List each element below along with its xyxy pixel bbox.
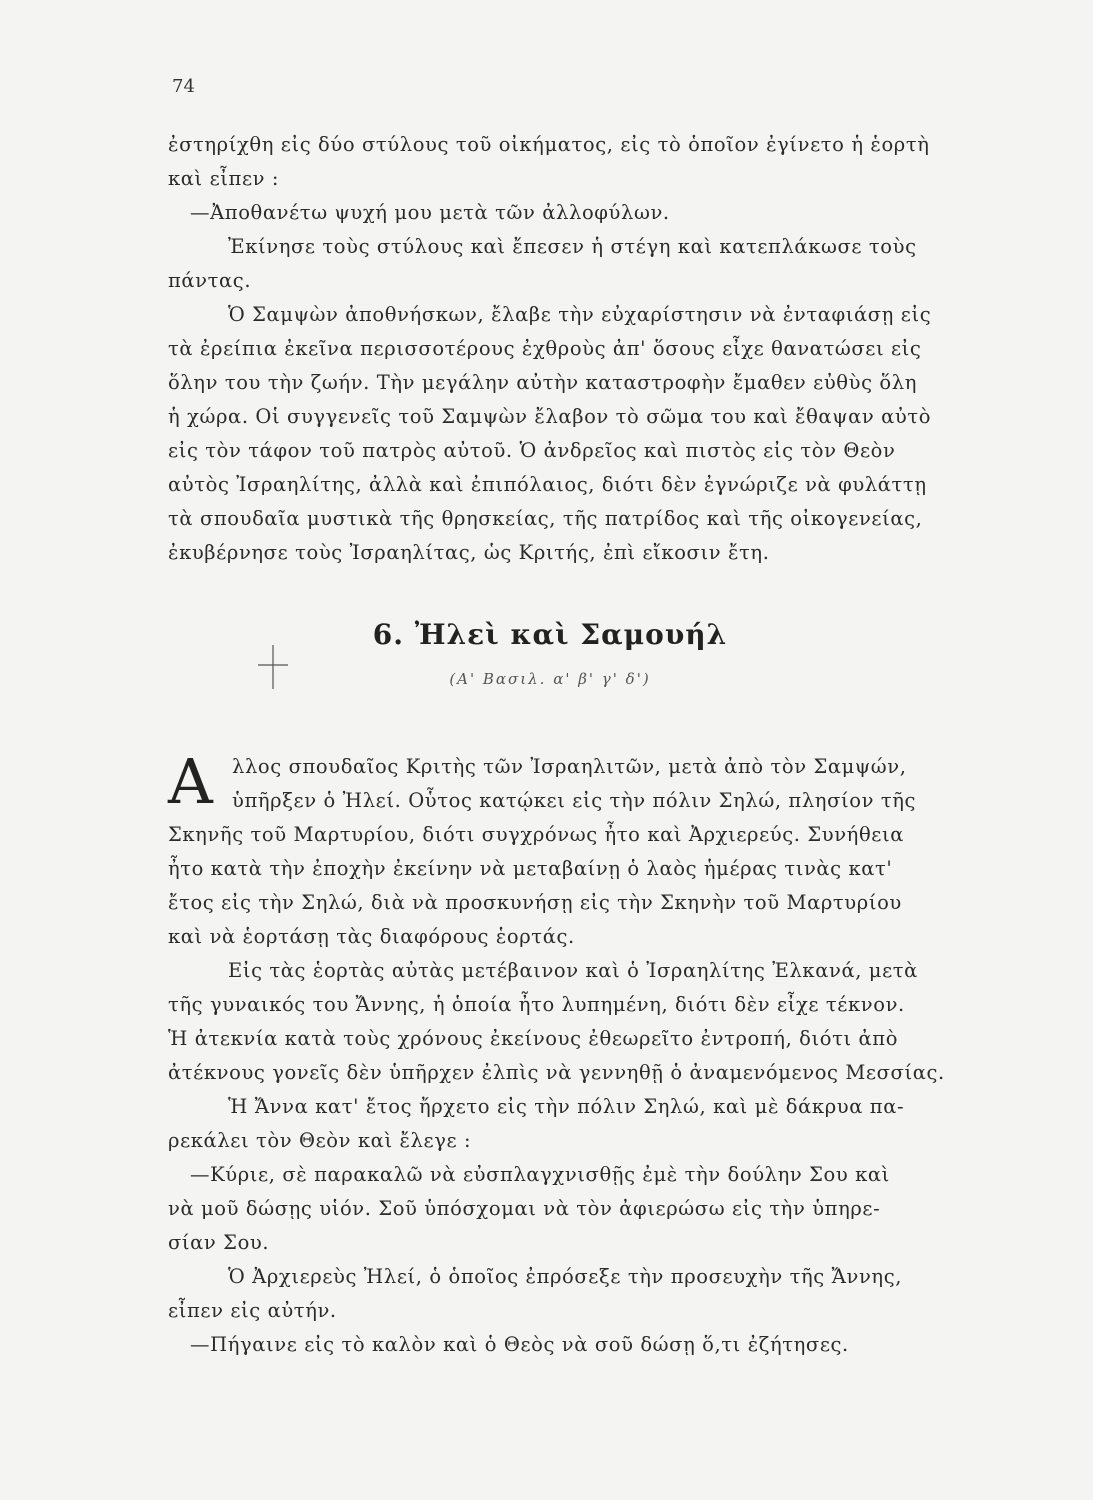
text-line: ρεκάλει τὸν Θεὸν καὶ ἔλεγε : (168, 1129, 472, 1152)
text-line: Ὁ Σαμψὼν ἀποθνήσκων, ἔλαβε τὴν εὐχαρίστησιν νὰ ἐνταφιάσῃ εἰς (228, 303, 932, 326)
text-line: Ἐκίνησε τοὺς στύλους καὶ ἔπεσεν ἡ στέγη καὶ κατεπλάκωσε τοὺς (228, 235, 917, 258)
text-line: ὅλην του τὴν ζωήν. Τὴν μεγάλην αὐτὴν καταστροφὴν ἔμαθεν εὐθὺς ὅλη (168, 371, 917, 394)
text-line: Εἰς τὰς ἑορτὰς αὐτὰς μετέβαινον καὶ ὁ Ἰσραηλίτης Ἐλκανά, μετὰ (228, 959, 918, 982)
pencil-cross-mark (258, 645, 288, 689)
text-line: εἶπεν εἰς αὐτήν. (168, 1299, 337, 1322)
text-line: εἰς τὸν τάφον τοῦ πατρὸς αὐτοῦ. Ὁ ἀνδρεῖος καὶ πιστὸς εἰς τὸν Θεὸν (168, 439, 896, 462)
text-line: ἐστηρίχθη εἰς δύο στύλους τοῦ οἰκήματος, εἰς τὸ ὁποῖον ἐγίνετο ἡ ἑορτὴ (168, 133, 930, 156)
text-line: —Ἀποθανέτω ψυχή μου μετὰ τῶν ἀλλοφύλων. (190, 201, 670, 224)
text-line: πάντας. (168, 269, 252, 292)
text-line: καὶ εἶπεν : (168, 167, 280, 190)
text-line: Ἡ ἀτεκνία κατὰ τοὺς χρόνους ἐκείνους ἐθεωρεῖτο ἐντροπή, διότι ἀπὸ (168, 1027, 899, 1050)
text-line: καὶ νὰ ἑορτάσῃ τὰς διαφόρους ἑορτάς. (168, 925, 575, 948)
chapter-title: 6. Ἠλεὶ καὶ Σαμουήλ (372, 618, 728, 651)
text-line: τῆς γυναικός του Ἄννης, ἡ ὁποία ἦτο λυπημένη, διότι δὲν εἶχε τέκνον. (168, 993, 905, 1016)
text-line: αὐτὸς Ἰσραηλίτης, ἀλλὰ καὶ ἐπιπόλαιος, διότι δὲν ἐγνώριζε νὰ φυλάττῃ (168, 473, 927, 496)
text-line: —Κύριε, σὲ παρακαλῶ νὰ εὐσπλαγχνισθῇς ἐμὲ τὴν δούλην Σου καὶ (190, 1163, 890, 1186)
text-line: ἀτέκνους γονεῖς δὲν ὑπῆρχεν ἐλπὶς νὰ γεννηθῇ ὁ ἀναμενόμενος Μεσσίας. (168, 1061, 945, 1084)
text-line: Ἡ Ἄννα κατ' ἔτος ἤρχετο εἰς τὴν πόλιν Σηλώ, καὶ μὲ δάκρυα πα- (228, 1095, 905, 1118)
text-line: ἐκυβέρνησε τοὺς Ἰσραηλίτας, ὡς Κριτής, ἐπὶ εἴκοσιν ἔτη. (168, 541, 770, 564)
text-line: ἦτο κατὰ τὴν ἐποχὴν ἐκείνην νὰ μεταβαίνῃ ὁ λαὸς ἡμέρας τινὰς κατ' (168, 857, 893, 880)
text-line: Ὁ Ἀρχιερεὺς Ἠλεί, ὁ ὁποῖος ἐπρόσεξε τὴν προσευχὴν τῆς Ἄννης, (228, 1265, 903, 1288)
text-line: —Πήγαινε εἰς τὸ καλὸν καὶ ὁ Θεὸς νὰ σοῦ δώσῃ ὅ,τι ἐζήτησες. (190, 1333, 849, 1356)
top-text-block (168, 128, 970, 570)
text-line: νὰ μοῦ δώσῃς υἱόν. Σοῦ ὑπόσχομαι νὰ τὸν ἀφιερώσω εἰς τὴν ὑπηρε- (168, 1197, 881, 1220)
text-line: σίαν Σου. (168, 1231, 270, 1254)
text-line: λλος σπουδαῖος Κριτὴς τῶν Ἰσραηλιτῶν, μετὰ ἀπὸ τὸν Σαμψών, (232, 755, 907, 778)
text-line: τὰ ἐρείπια ἐκεῖνα περισσοτέρους ἐχθροὺς ἀπ' ὅσους εἶχε θανατώσει εἰς (168, 337, 922, 360)
text-line: Σκηνῆς τοῦ Μαρτυρίου, διότι συγχρόνως ἦτο καὶ Ἀρχιερεύς. Συνήθεια (168, 823, 905, 846)
text-line: ὑπῆρξεν ὁ Ἠλεί. Οὗτος κατῴκει εἰς τὴν πόλιν Σηλώ, πλησίον τῆς (232, 789, 917, 812)
page-number: 74 (172, 76, 195, 97)
chapter-reference: (Α' Βασιλ. α' β' γ' δ') (449, 670, 651, 688)
text-line: ἔτος εἰς τὴν Σηλώ, διὰ νὰ προσκυνήσῃ εἰς τὴν Σκηνὴν τοῦ Μαρτυρίου (168, 891, 902, 914)
drop-cap: Α (168, 745, 213, 818)
text-line: τὰ σπουδαῖα μυστικὰ τῆς θρησκείας, τῆς πατρίδος καὶ τῆς οἰκογενείας, (168, 507, 923, 530)
body-text-block (168, 745, 970, 1362)
text-line: ἡ χώρα. Οἱ συγγενεῖς τοῦ Σαμψὼν ἔλαβον τὸ σῶμα του καὶ ἔθαψαν αὐτὸ (168, 405, 932, 428)
